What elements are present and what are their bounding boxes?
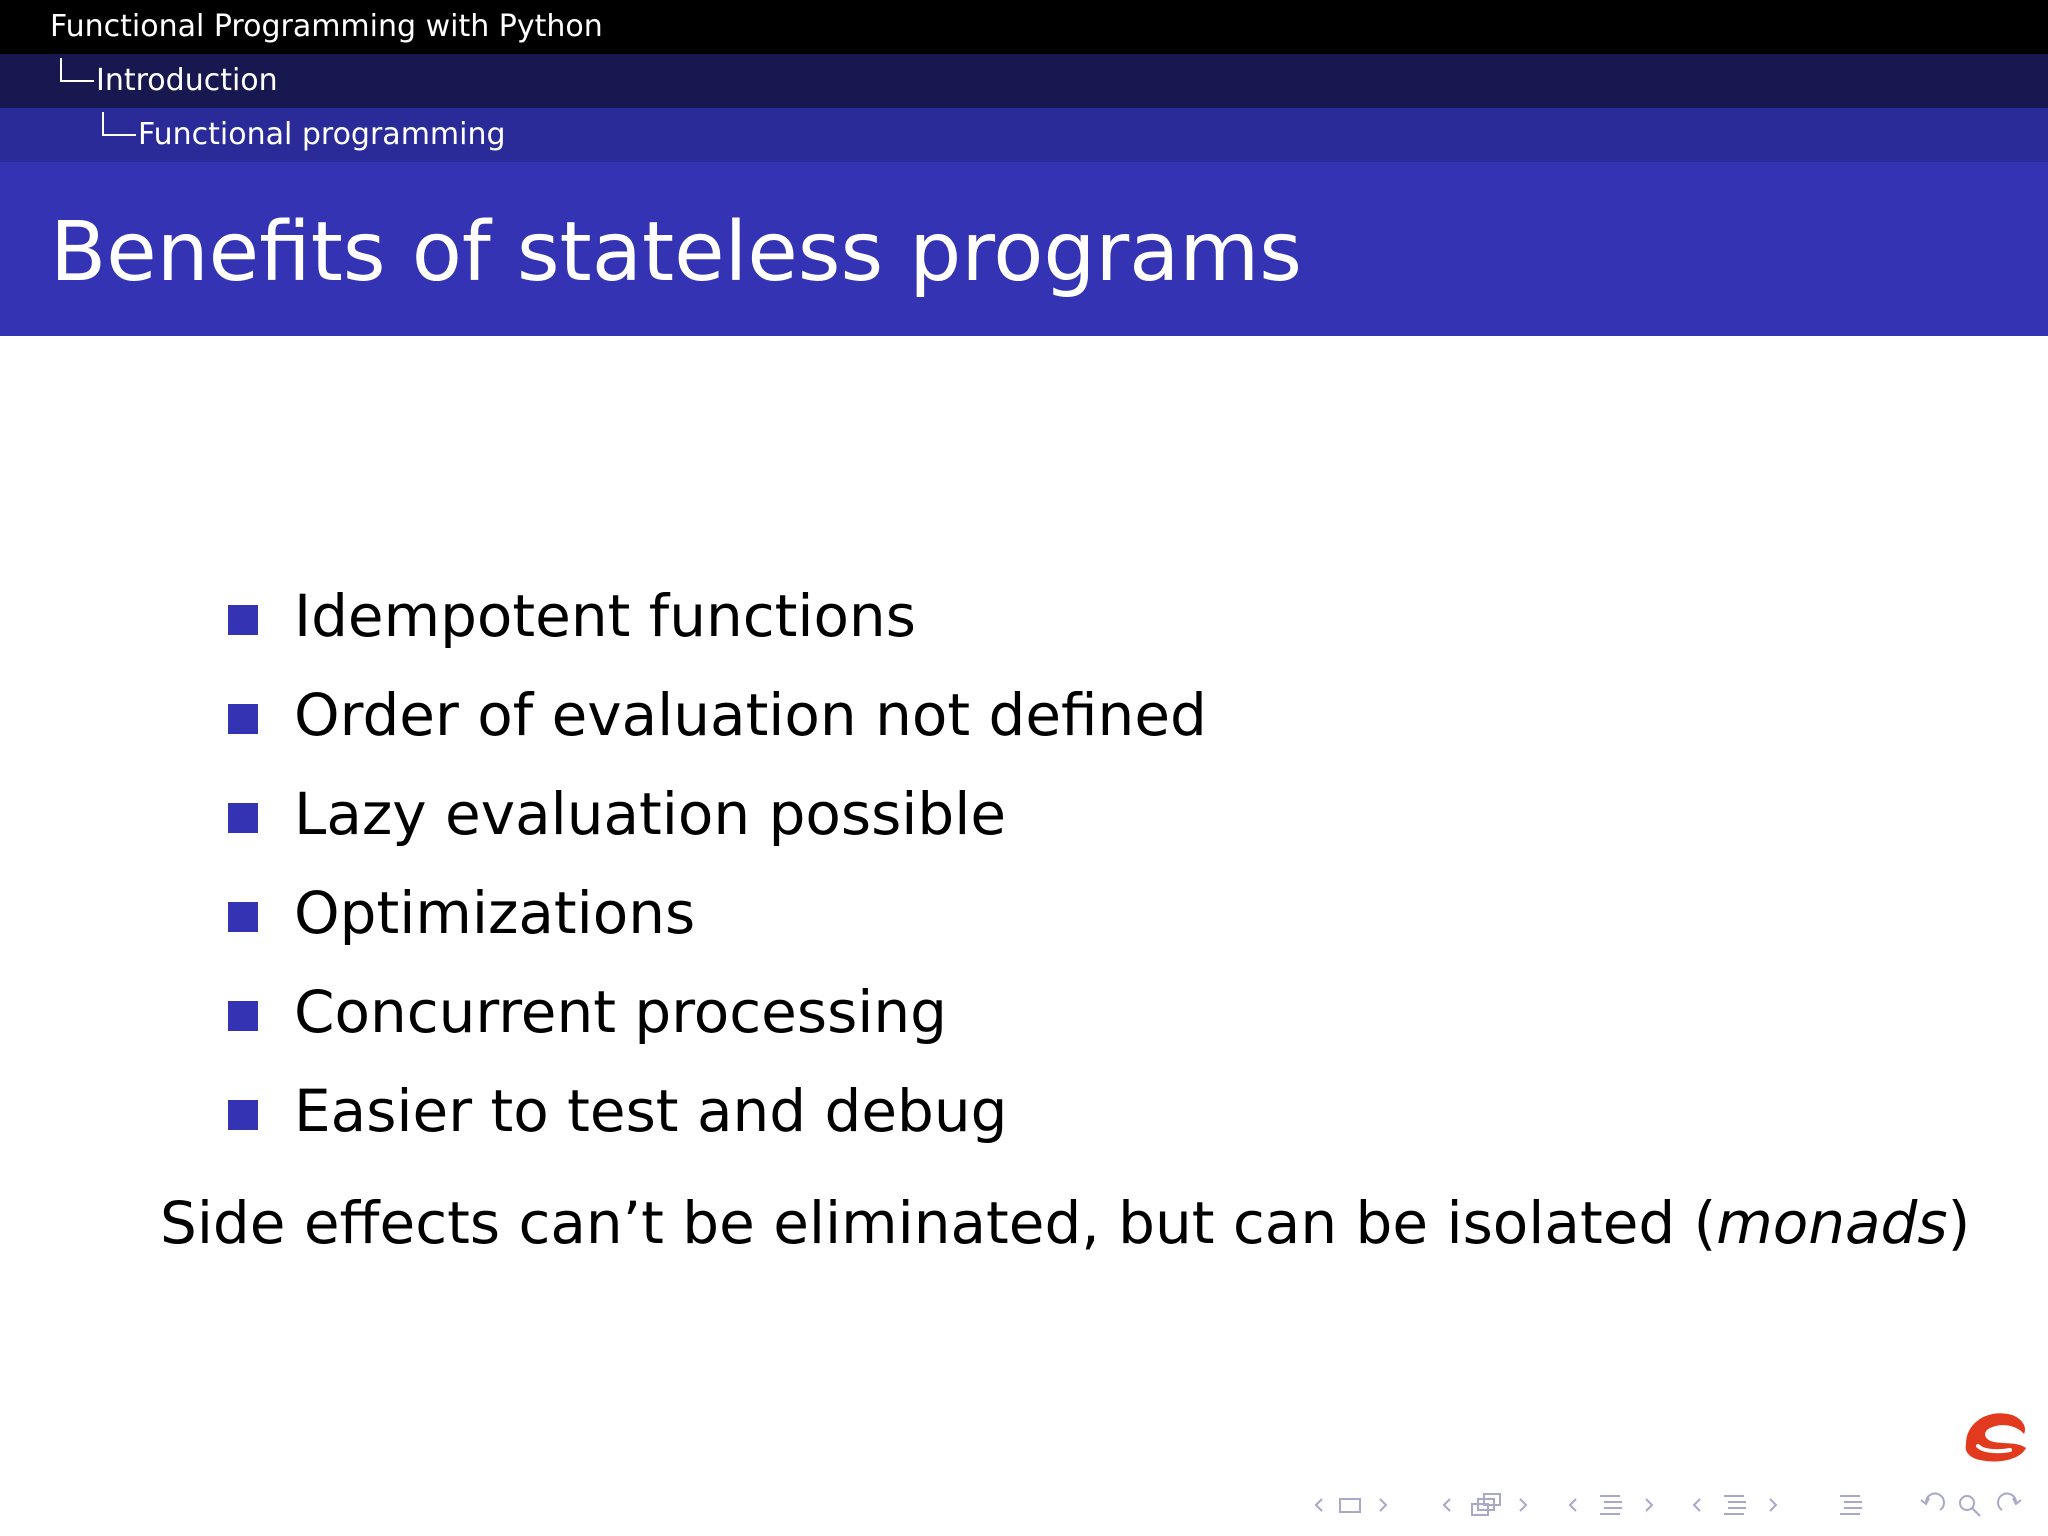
breadcrumb-section — [0, 54, 2048, 108]
logo-icon — [1958, 1404, 2030, 1464]
forward-icon[interactable] — [1994, 1488, 2024, 1522]
bullet-square-icon — [228, 1001, 258, 1031]
frame-nav-icon[interactable] — [1310, 1488, 1400, 1522]
bullet-item — [228, 1062, 1207, 1161]
back-icon[interactable] — [1918, 1488, 1948, 1522]
bullet-text: Easier to test and debug — [294, 1077, 1008, 1145]
bullet-square-icon — [228, 902, 258, 932]
presentation-title: Functional Programming with Python — [50, 9, 603, 44]
slide-title: Benefits of stateless programs — [50, 205, 1303, 300]
bullet-text: Concurrent processing — [294, 978, 947, 1046]
bullet-item — [228, 567, 1207, 666]
bullet-square-icon — [228, 803, 258, 833]
bullet-text: Optimizations — [294, 879, 696, 947]
bullet-item — [228, 666, 1207, 765]
tree-branch-icon — [102, 112, 136, 136]
bullet-text: Lazy evaluation possible — [294, 780, 1007, 848]
closing-statement — [160, 1180, 1970, 1266]
subsection-nav-icon[interactable] — [1438, 1488, 1538, 1522]
bullet-text: Idempotent functions — [294, 582, 916, 650]
bullet-square-icon — [228, 1100, 258, 1130]
bullet-item — [228, 963, 1207, 1062]
closing-text: Side effects can’t be eliminated, but can be isolated ( — [160, 1189, 1717, 1257]
section-nav-icon[interactable] — [1564, 1488, 1664, 1522]
bullet-item — [228, 765, 1207, 864]
document-nav-icon[interactable] — [1688, 1488, 1788, 1522]
closing-emphasis: monads — [1716, 1189, 1948, 1257]
bullet-text: Order of evaluation not defined — [294, 681, 1207, 749]
bullet-square-icon — [228, 605, 258, 635]
subsection-title: Functional programming — [138, 117, 506, 152]
section-title: Introduction — [96, 63, 278, 98]
bullet-item — [228, 864, 1207, 963]
breadcrumb-presentation — [0, 0, 2048, 54]
breadcrumb-subsection — [0, 108, 2048, 162]
beamer-navigation-bar — [1310, 1488, 2030, 1522]
bullet-list — [228, 567, 1207, 1161]
outline-icon[interactable] — [1836, 1488, 1866, 1522]
bullet-square-icon — [228, 704, 258, 734]
frame-title-bar — [0, 162, 2048, 336]
closing-end: ) — [1947, 1189, 1971, 1257]
tree-branch-icon — [60, 58, 94, 82]
search-icon[interactable] — [1956, 1488, 1984, 1522]
